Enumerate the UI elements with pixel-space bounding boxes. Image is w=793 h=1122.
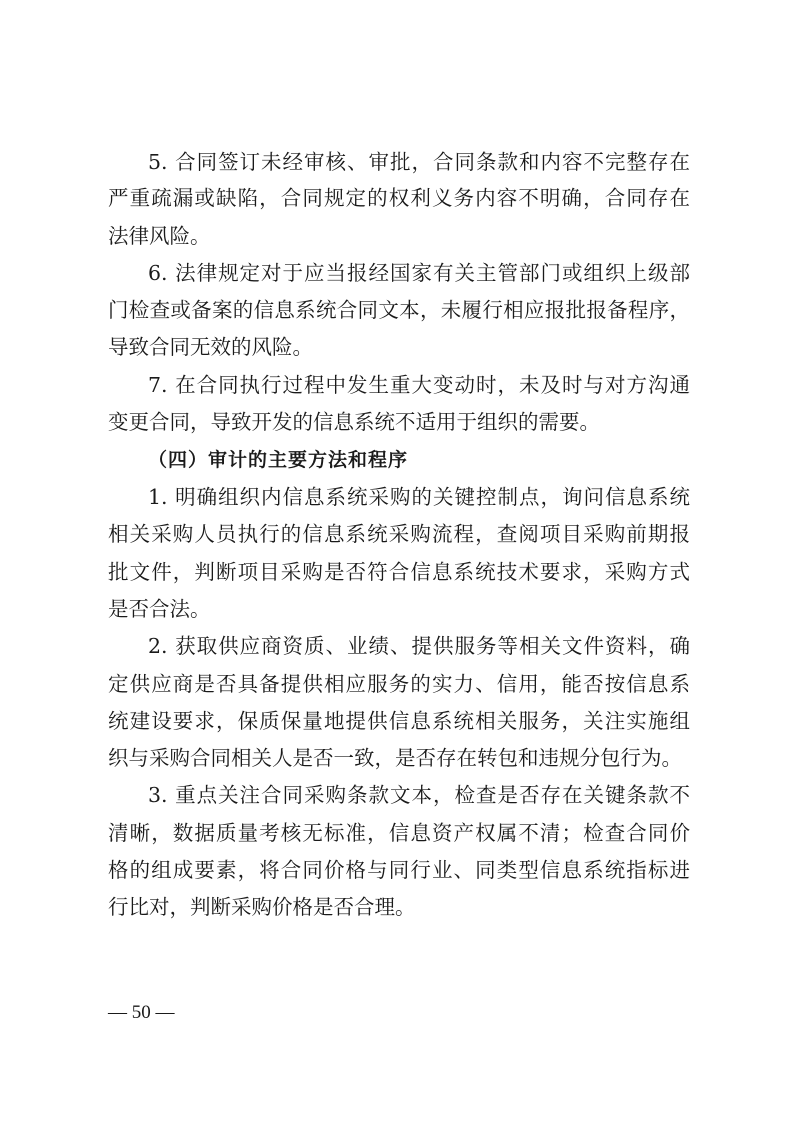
paragraph-line: 批文件，判断项目采购是否符合信息系统技术要求，采购方式 [108,560,690,584]
paragraph-line: 3. 重点关注合同采购条款文本，检查是否存在关键条款不 [148,783,690,807]
paragraph-line: 清晰，数据质量考核无标准，信息资产权属不清；检查合同价 [108,821,690,845]
paragraph-line: 门检查或备案的信息系统合同文本，未履行相应报批报备程序， [108,298,690,322]
section-heading: （四）审计的主要方法和程序 [148,449,409,471]
paragraph-line: 变更合同，导致开发的信息系统不适用于组织的需要。 [108,410,600,434]
paragraph-line: 相关采购人员执行的信息系统采购流程，查阅项目采购前期报 [108,522,690,546]
paragraph-line: 格的组成要素，将合同价格与同行业、同类型信息系统指标进 [108,858,690,882]
paragraph-line: 统建设要求，保质保量地提供信息系统相关服务，关注实施组 [108,709,690,733]
paragraph-line: 导致合同无效的风险。 [108,335,313,359]
paragraph-line: 6. 法律规定对于应当报经国家有关主管部门或组织上级部 [148,261,690,285]
paragraph-line: 是否合法。 [108,597,211,621]
paragraph-line: 法律风险。 [108,224,211,248]
paragraph-line: 定供应商是否具备提供相应服务的实力、信用，能否按信息系 [108,672,690,696]
paragraph-line: 7. 在合同执行过程中发生重大变动时，未及时与对方沟通 [148,373,690,397]
paragraph-line: 1. 明确组织内信息系统采购的关键控制点，询问信息系统 [148,485,690,509]
paragraph-line: 严重疏漏或缺陷，合同规定的权利义务内容不明确，合同存在 [108,186,690,210]
paragraph-line: 织与采购合同相关人是否一致，是否存在转包和违规分包行为。 [108,746,682,770]
paragraph-line: 2. 获取供应商资质、业绩、提供服务等相关文件资料，确 [148,634,690,658]
paragraph-line: 行比对，判断采购价格是否合理。 [108,895,416,919]
page-number: — 50 — [108,1002,175,1023]
paragraph-line: 5. 合同签订未经审核、审批，合同条款和内容不完整存在 [148,150,690,174]
